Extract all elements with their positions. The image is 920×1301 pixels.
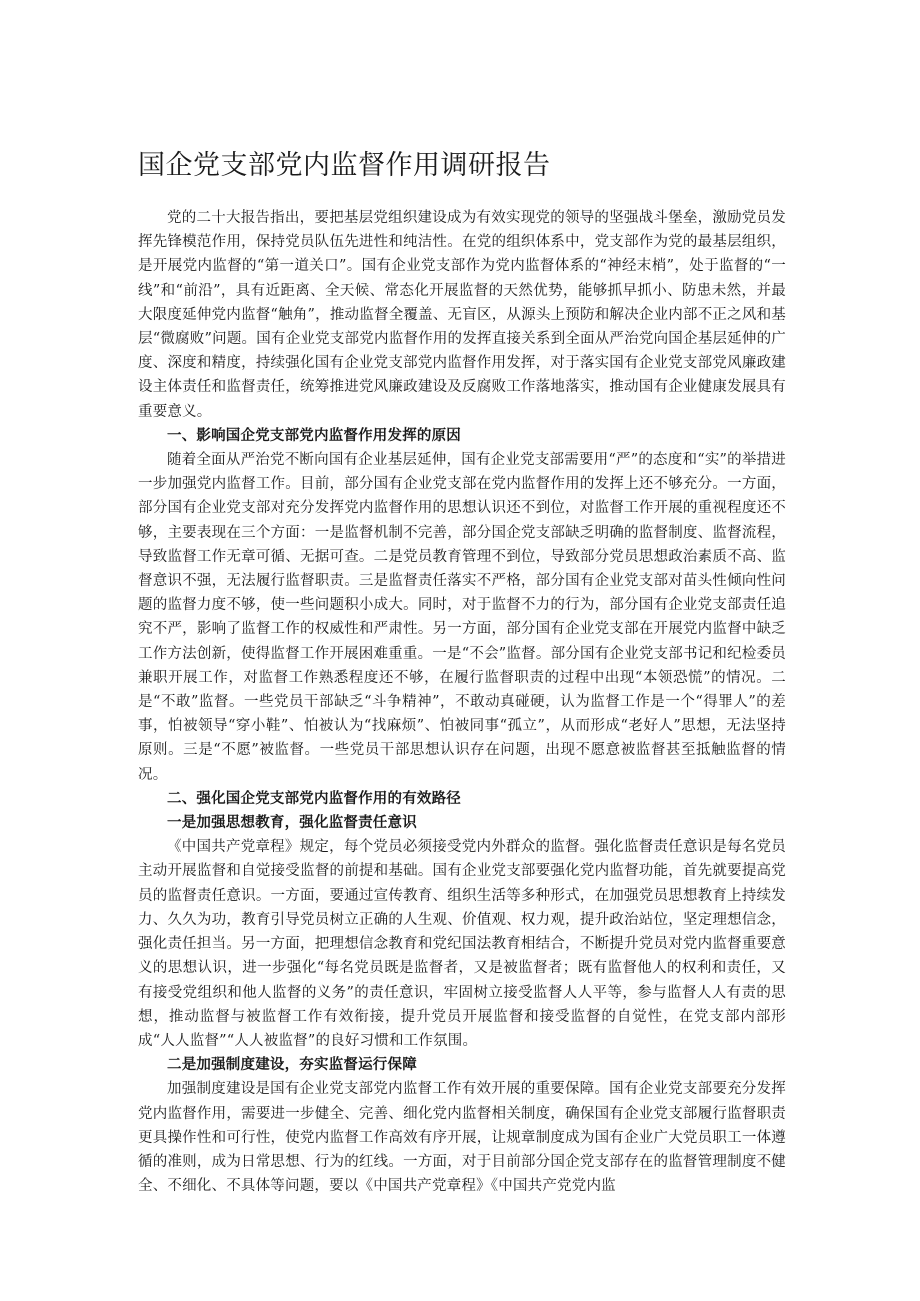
document-body bbox=[138, 206, 786, 1198]
section2-heading: 二、强化国企党支部党内监督作用的有效路径 bbox=[167, 790, 461, 807]
document-title: 国企党支部党内监督作用调研报告 bbox=[138, 150, 551, 181]
intro-paragraph: 党的二十大报告指出，要把基层党组织建设成为有效实现党的领导的坚强战斗堡垒，激励党员发挥先锋模范作用，保持党员队伍先进性和纯洁性。在党的组织体系中，党支部作为党的最基层组织，是开展党内监督的“第一道关口”。国有企业党支部作为党内监督体系的“神经末梢”，处于监督的“一线”和“前沿”，具有近距离、全天候、常态化开展监督的天然优势，能够抓早抓小、防患未然，并最大限度延伸党内监督“触角”，推动监督全覆盖、无盲区，从源头上预防和解决企业内部不正之风和基层“微腐败”问题。国有企业党支部党内监督作用的发挥直接关系到全面从严治党向国企基层延伸的广度、深度和精度，持续强化国有企业党支部党内监督作用发挥，对于落实国有企业党支部党风廉政建设主体责任和监督责任，统筹推进党风廉政建设及反腐败工作落地落实，推动国有企业健康发展具有重要意义。 bbox=[138, 210, 786, 420]
section1-heading: 一、影响国企党支部党内监督作用发挥的原因 bbox=[167, 427, 461, 444]
section2-sub2-heading: 二是加强制度建设，夯实监督运行保障 bbox=[167, 1057, 417, 1074]
section2-sub2-paragraph: 加强制度建设是国有企业党支部党内监督工作有效开展的重要保障。国有企业党支部要充分发挥党内监督作用，需要进一步健全、完善、细化党内监督相关制度，确保国有企业党支部履行监督职责更具操作性和可行性，使党内监督工作高效有序开展，让规章制度成为国有企业广大党员职工一体遵循的准则，成为日常思想、行为的红线。一方面，对于目前部分国企党支部存在的监督管理制度不健全、不细化、不具体等问题，要以《中国共产党章程》《中国共产党党内监 bbox=[138, 1081, 786, 1195]
section2-sub1-heading: 一是加强思想教育，强化监督责任意识 bbox=[167, 815, 417, 832]
section1-paragraph: 随着全面从严治党不断向国有企业基层延伸，国有企业党支部需要用“严”的态度和“实”的举措进一步加强党内监督工作。目前，部分国有企业党支部在党内监督作用的发挥上还不够充分。一方面，部分国有企业党支部对充分发挥党内监督作用的思想认识还不到位，对监督工作开展的重视程度还不够，主要表现在三个方面：一是监督机制不完善，部分国企党支部缺乏明确的监督制度、监督流程，导致监督工作无章可循、无据可查。二是党员教育管理不到位，导致部分党员思想政治素质不高、监督意识不强，无法履行监督职责。三是监督责任落实不严格，部分国有企业党支部对苗头性倾向性问题的监督力度不够，使一些问题积小成大。同时，对于监督不力的行为，部分国有企业党支部责任追究不严，影响了监督工作的权威性和严肃性。另一方面，部分国有企业党支部在开展党内监督中缺乏工作方法创新，使得监督工作开展困难重重。一是“不会”监督。部分国有企业党支部书记和纪检委员兼职开展工作，对监督工作熟悉程度还不够，在履行监督职责的过程中出现“本领恐慌”的情况。二是“不敢”监督。一些党员干部缺乏“斗争精神”，不敢动真碰硬，认为监督工作是一个“得罪人”的差事，怕被领导“穿小鞋”、怕被认为“找麻烦”、怕被同事“孤立”，从而形成“老好人”思想，无法坚持原则。三是“不愿”被监督。一些党员干部思想认识存在问题，出现不愿意被监督甚至抵触监督的情况。 bbox=[138, 452, 786, 783]
section2-sub1-paragraph: 《中国共产党章程》规定，每个党员必须接受党内外群众的监督。强化监督责任意识是每名党员主动开展监督和自觉接受监督的前提和基础。国有企业党支部要强化党内监督功能，首先就要提高党员的监督责任意识。一方面，要通过宣传教育、组织生活等多种形式，在加强党员思想教育上持续发力、久久为功，教育引导党员树立正确的人生观、价值观、权力观，提升政治站位，坚定理想信念，强化责任担当。另一方面，把理想信念教育和党纪国法教育相结合，不断提升党员对党内监督重要意义的思想认识，进一步强化“每名党员既是监督者，又是被监督者；既有监督他人的权利和责任，又有接受党组织和他人监督的义务”的责任意识，牢固树立接受监督人人平等，参与监督人人有责的思想，推动监督与被监督工作有效衔接，提升党员开展监督和接受监督的自觉性，在党支部内部形成“人人监督”“人人被监督”的良好习惯和工作氛围。 bbox=[138, 839, 786, 1049]
document-page bbox=[138, 0, 786, 1198]
